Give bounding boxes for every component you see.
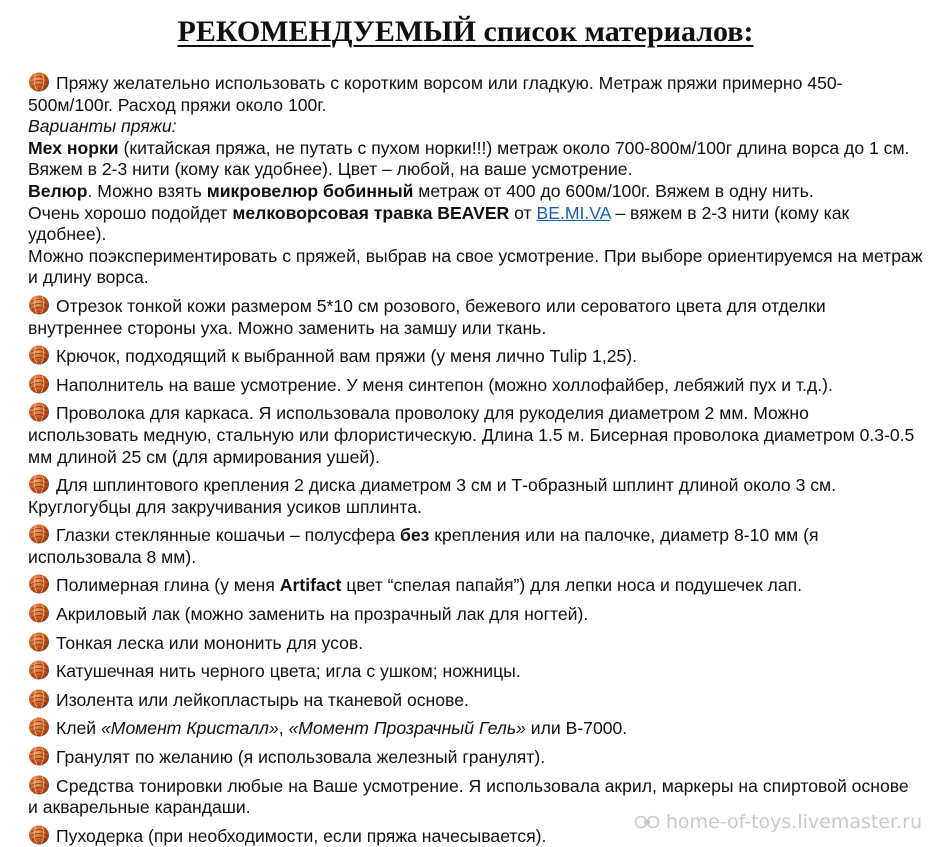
watermark [634, 810, 922, 834]
yarn-ball-icon [28, 71, 50, 92]
yarn-variant-beaver: Очень хорошо подойдет мелковорсовая травка BEAVER от BE.MI.VA – вяжем в 2-3 нити (кому как удобнее). [28, 202, 850, 245]
yarn-ball-icon [28, 716, 50, 737]
yarn-variant-mink: Мех норки (китайская пряжа, не путать с пухом норки!!!) метраж около 700-800м/100г длина ворса до 1 см. Вяжем в 2-3 нити (кому как удобнее). Цвет – любой, на ваше усмотрение. [28, 137, 910, 180]
yarn-ball-icon [28, 659, 50, 680]
yarn-ball-icon [28, 401, 50, 422]
yarn-ball-icon [28, 774, 50, 795]
list-item-varnish: Акриловый лак (можно заменить на прозрачный лак для ногтей). [28, 602, 923, 626]
yarn-variants-label: Варианты пряжи: [28, 116, 177, 137]
list-item-tape: Изолента или лейкопластырь на тканевой основе. [28, 688, 923, 712]
yarn-ball-icon [28, 602, 50, 623]
list-item-wire: Проволока для каркаса. Я использовала проволоку для рукоделия диаметром 2 мм. Можно использовать медную, стальную или флористическую. Длина 1.5 м. Бисерная проволока диаметром 0.3-0.5 мм длиной 25 см (для армирования ушей). [28, 403, 915, 467]
list-item-leather: Отрезок тонкой кожи размером 5*10 см розового, бежевого или сероватого цвета для отделки внутреннее стороны уха. Можно заменить на замшу или ткань. [28, 295, 826, 338]
yarn-ball-icon [28, 688, 50, 709]
yarn-ball-icon [28, 631, 50, 652]
yarn-ball-icon [28, 373, 50, 394]
list-item-eyes: Глазки стеклянные кошачьи – полусфера без крепления или на палочке, диаметр 8-10 мм (я использовала 8 мм). [28, 525, 819, 567]
list-item-glue: Клей «Момент Кристалл», «Момент Прозрачный Гель» или В-7000. [28, 716, 923, 740]
yarn-ball-icon [28, 824, 50, 845]
watermark-text: home-of-toys.livemaster.ru [665, 811, 922, 833]
list-item-yarn: Пряжу желательно использовать с коротким ворсом или гладкую. Метраж пряжи примерно 450-500м/100г. Расход пряжи около 100г. [28, 73, 843, 115]
list-item-filler: Наполнитель на ваше усмотрение. У меня синтепон (можно холлофайбер, лебяжий пух и т.д.). [28, 373, 923, 397]
list-item-clay: Полимерная глина (у меня Artifact цвет “спелая папайя”) для лепки носа и подушечек лап. [28, 573, 923, 597]
yarn-variant-velour: Велюр. Можно взять микровелюр бобинный метраж от 400 до 600м/100г. Вяжем в одну нить. [28, 180, 814, 201]
yarn-ball-icon [28, 573, 50, 594]
materials-list [28, 71, 923, 847]
list-item-hook: Крючок, подходящий к выбранной вам пряжи (у меня лично Tulip 1,25). [28, 344, 923, 368]
list-item-fishing-line: Тонкая леска или мононить для усов. [28, 631, 923, 655]
page-title: РЕКОМЕНДУЕМЫЙ список материалов: [177, 15, 754, 48]
yarn-experiment-note: Можно поэкспериментировать с пряжей, выбрав на свое усмотрение. При выборе ориентируемся на метраж и длину ворса. [28, 245, 923, 288]
bemiva-link[interactable]: BE.MI.VA [536, 202, 611, 223]
list-item-cotter-pin: Для шплинтового крепления 2 диска диаметром 3 см и Т-образный шплинт длиной около 3 см. Круглогубцы для закручивания усиков шплинта. [28, 475, 837, 517]
list-item-toning: Средства тонировки любые на Ваше усмотрение. Я использовала акрил, маркеры на спиртовой основе и акварельные карандаши. [28, 775, 909, 818]
yarn-ball-icon [28, 523, 50, 544]
list-item-granulate: Гранулят по желанию (я использовала железный гранулят). [28, 745, 923, 769]
yarn-ball-icon [28, 745, 50, 766]
yarn-ball-icon [28, 344, 50, 365]
yarn-ball-icon [28, 294, 50, 315]
list-item-thread: Катушечная нить черного цвета; игла с ушком; ножницы. [28, 659, 923, 683]
yarn-ball-icon [28, 473, 50, 494]
list-item-comb: Пуходерка (при необходимости, если пряжа начесывается). [28, 824, 923, 847]
livemaster-logo-icon [634, 812, 660, 832]
